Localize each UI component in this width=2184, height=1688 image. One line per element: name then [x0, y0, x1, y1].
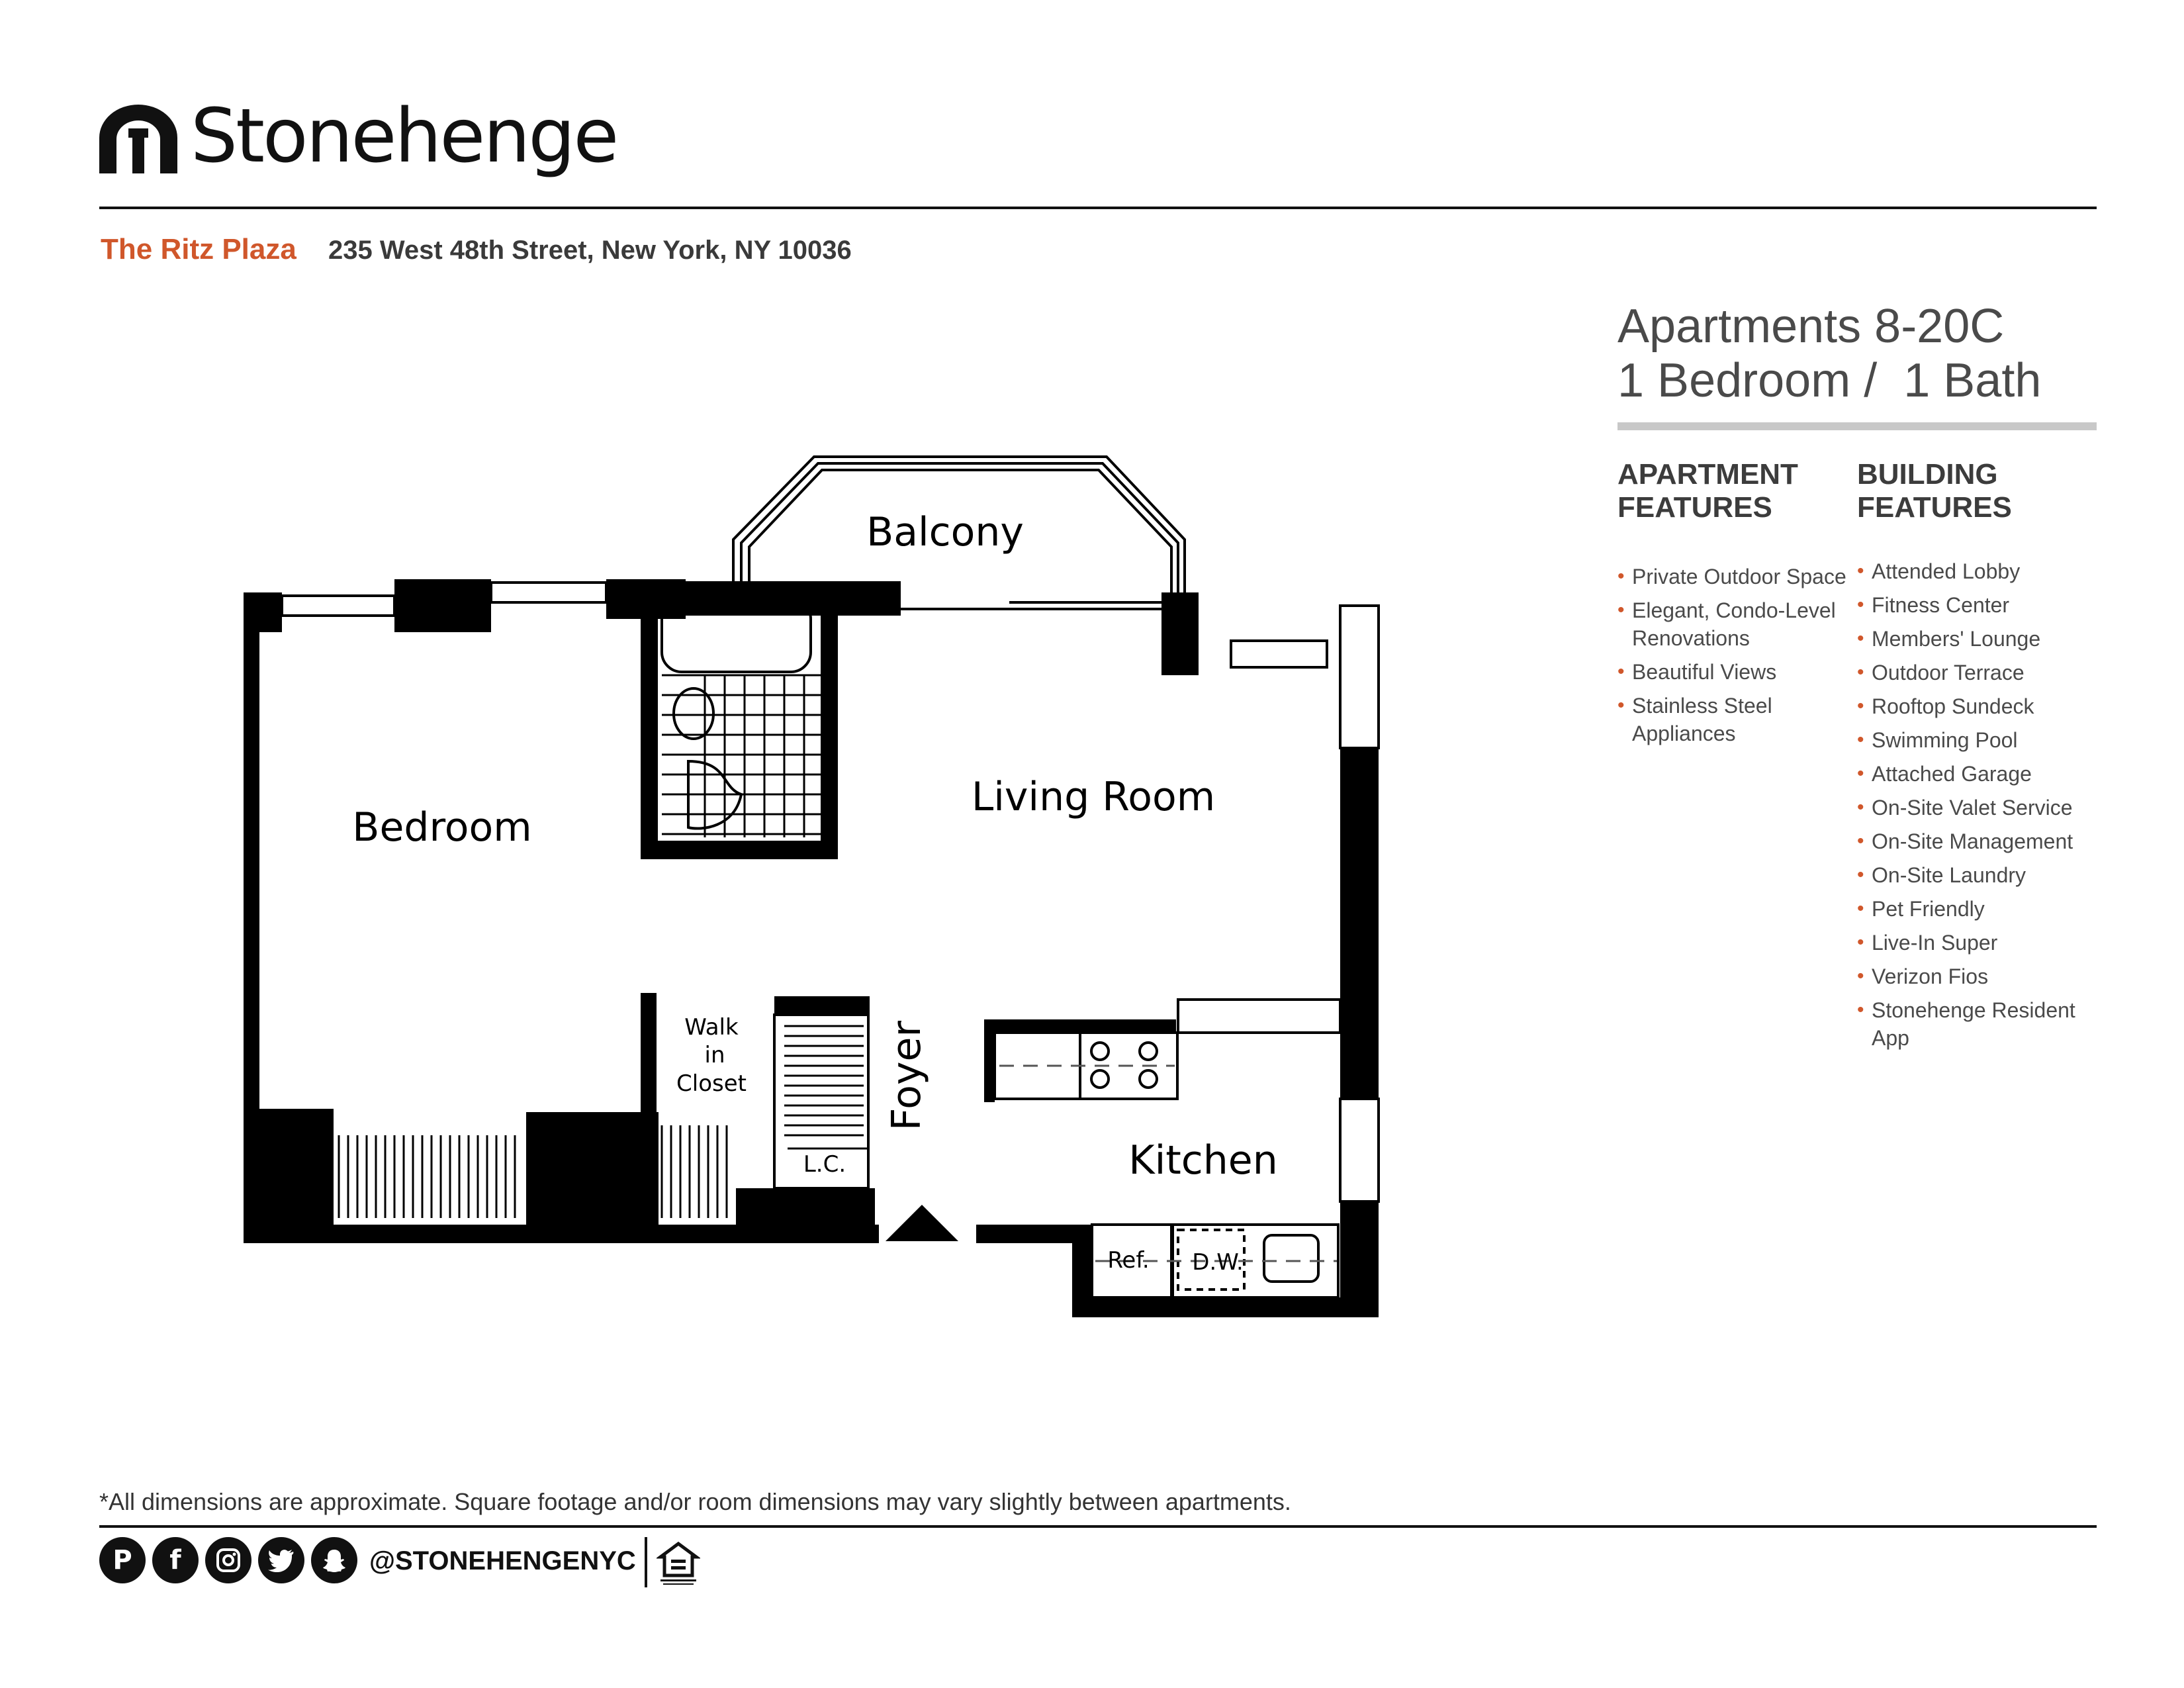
label-balcony: Balcony — [866, 509, 1024, 555]
building-features-heading-line1: BUILDING — [1857, 458, 1998, 491]
list-item: • Stainless Steel Appliances — [1617, 692, 1856, 747]
bullet-icon: • — [1857, 999, 1864, 1021]
property-name: The Ritz Plaza — [101, 233, 296, 265]
disclaimer: *All dimensions are approximate. Square footage and/or room dimensions may vary slightly between apartments. — [99, 1488, 1291, 1515]
label-living-room: Living Room — [971, 774, 1216, 820]
label-kitchen: Kitchen — [1128, 1137, 1278, 1184]
property-address: 235 West 48th Street, New York, NY 10036 — [328, 236, 852, 265]
apartment-features-list — [1617, 563, 1856, 753]
bullet-icon: • — [1857, 560, 1864, 582]
apartment-title-line1: Apartments 8-20C — [1617, 300, 2005, 353]
bullet-icon: • — [1857, 830, 1864, 852]
building-features-heading — [1857, 458, 2012, 524]
building-features-list — [1857, 557, 2095, 1058]
list-item: • Live-In Super — [1857, 929, 2095, 957]
apartment-features-heading-line2: FEATURES — [1617, 491, 1772, 524]
list-item: • Elegant, Condo-Level Renovations — [1617, 596, 1856, 652]
bullet-icon: • — [1857, 628, 1864, 649]
stonehenge-logo-icon — [99, 105, 177, 173]
bullet-icon: • — [1617, 694, 1625, 716]
label-walk: Walk — [684, 1014, 739, 1041]
bullet-icon: • — [1857, 796, 1864, 818]
bullet-icon: • — [1617, 661, 1625, 682]
label-closet: Closet — [676, 1070, 747, 1097]
apartment-features-heading-line1: APARTMENT — [1617, 458, 1798, 491]
building-features-heading-line2: FEATURES — [1857, 491, 2012, 524]
list-item: • Swimming Pool — [1857, 726, 2095, 754]
list-item: • Verizon Fios — [1857, 962, 2095, 990]
label-ref: Ref. — [1107, 1247, 1150, 1274]
list-item: • On-Site Management — [1857, 827, 2095, 855]
bullet-icon: • — [1857, 965, 1864, 987]
snapchat-icon[interactable] — [311, 1537, 357, 1583]
footer-separator — [645, 1537, 647, 1587]
list-item: • Outdoor Terrace — [1857, 659, 2095, 686]
label-dw: D.W. — [1192, 1249, 1244, 1276]
footer-divider — [99, 1525, 2097, 1528]
bullet-icon: • — [1857, 864, 1864, 886]
list-item: • Pet Friendly — [1857, 895, 2095, 923]
bullet-icon: • — [1857, 763, 1864, 784]
label-lc: L.C. — [803, 1151, 846, 1178]
bullet-icon: • — [1857, 931, 1864, 953]
list-item: • On-Site Valet Service — [1857, 794, 2095, 821]
title-underline — [1617, 422, 2097, 430]
bullet-icon: • — [1857, 594, 1864, 616]
instagram-icon[interactable] — [205, 1537, 251, 1583]
list-item: • Members' Lounge — [1857, 625, 2095, 653]
bullet-icon: • — [1857, 729, 1864, 751]
bullet-icon: • — [1857, 898, 1864, 919]
list-item: • Attended Lobby — [1857, 557, 2095, 585]
bullet-icon: • — [1857, 661, 1864, 683]
apartment-title — [1617, 299, 2041, 408]
list-item: • Beautiful Views — [1617, 658, 1856, 686]
bullet-icon: • — [1617, 599, 1625, 621]
list-item: • Attached Garage — [1857, 760, 2095, 788]
list-item: • Stonehenge Resident App — [1857, 996, 2095, 1052]
pinterest-icon[interactable]: P — [99, 1537, 146, 1583]
bullet-icon: • — [1617, 565, 1625, 587]
list-item: • On-Site Laundry — [1857, 861, 2095, 889]
label-in: in — [704, 1042, 725, 1068]
facebook-icon[interactable]: f — [152, 1537, 199, 1583]
list-item: • Fitness Center — [1857, 591, 2095, 619]
twitter-icon[interactable] — [258, 1537, 304, 1583]
floor-plan — [225, 437, 1416, 1337]
apartment-features-heading — [1617, 458, 1798, 524]
list-item: • Private Outdoor Space — [1617, 563, 1856, 590]
brand-wordmark: Stonehenge — [191, 93, 617, 179]
bullet-icon: • — [1857, 695, 1864, 717]
label-bedroom: Bedroom — [352, 804, 532, 851]
list-item: • Rooftop Sundeck — [1857, 692, 2095, 720]
apartment-title-line2: 1 Bedroom / 1 Bath — [1617, 354, 2042, 408]
equal-housing-opportunity-icon — [657, 1540, 700, 1586]
header-divider — [99, 207, 2097, 209]
social-handle[interactable]: @STONEHENGENYC — [369, 1546, 636, 1575]
label-foyer: Foyer — [884, 1020, 930, 1131]
